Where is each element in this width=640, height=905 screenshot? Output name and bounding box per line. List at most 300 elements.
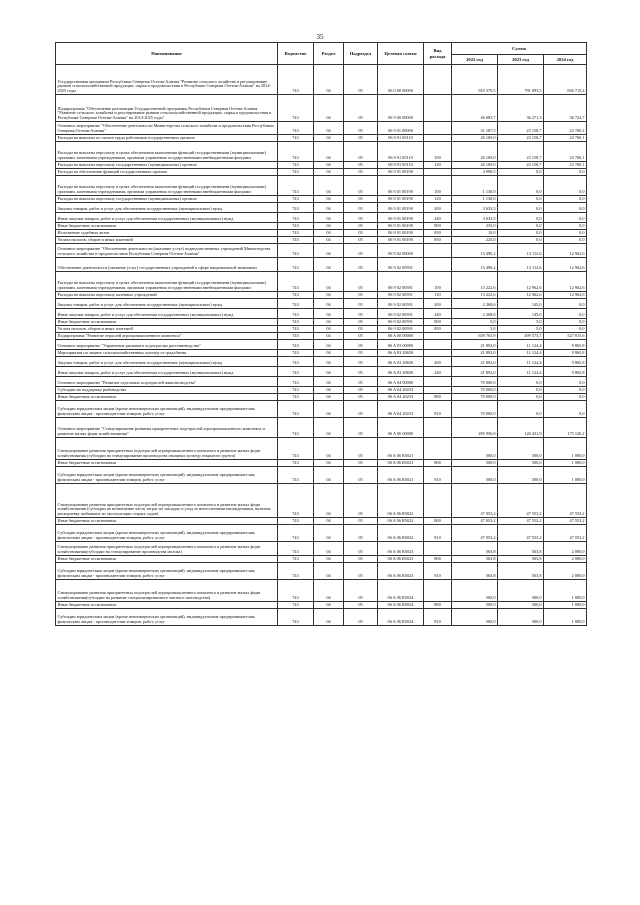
table-row	[56, 542, 587, 556]
table-row	[56, 367, 587, 377]
col-header-2023: 2023 год	[498, 55, 544, 65]
row-kind: 850	[424, 237, 452, 244]
row-2024: 0,0	[544, 203, 587, 213]
row-2022: 919 379,5	[452, 65, 498, 95]
row-2024: 0,0	[544, 319, 587, 326]
table-row	[56, 237, 587, 244]
row-dept: 743	[278, 326, 314, 333]
row-2023: 500,0	[498, 602, 544, 609]
row-2022: 5,0	[452, 319, 498, 326]
row-2024: 0,0	[544, 394, 587, 401]
row-target: 06 9 02 00591	[378, 292, 424, 299]
row-2023: 23 158,7	[498, 135, 544, 142]
row-kind: 810	[424, 467, 452, 484]
row-dept: 743	[278, 319, 314, 326]
row-dept: 743	[278, 401, 314, 418]
row-kind	[424, 542, 452, 556]
row-subsection: 05	[344, 65, 378, 95]
row-2023: 0,0	[498, 196, 544, 203]
row-kind	[424, 135, 452, 142]
row-2024: 1 000,0	[544, 467, 587, 484]
table-row	[56, 292, 587, 299]
row-name: Расходы на выплаты персоналу в целях обеспечения выполнения функций государственными (муниципальными) органами, казенными учреждениями, органами управления государственными внебюджетными фондами	[56, 142, 278, 162]
row-kind: 810	[424, 401, 452, 418]
row-target: 06 9 01 00190	[378, 230, 424, 237]
row-2024: 9 865,8	[544, 357, 587, 367]
row-2023: 0,0	[498, 230, 544, 237]
row-dept: 743	[278, 542, 314, 556]
row-section: 04	[314, 309, 344, 319]
row-name: Стимулирование развития приоритетных подотраслей агропромышленного комплекса и развитие малых форм хозяйствования (субсидии на стимулирование производства овощных культур открытого грунта)	[56, 438, 278, 460]
row-kind: 200	[424, 203, 452, 213]
row-target: 06 9 02 00591	[378, 258, 424, 272]
row-2022: 47 053,2	[452, 484, 498, 518]
col-header-target: Целевая статья	[378, 43, 424, 65]
row-section: 04	[314, 542, 344, 556]
row-2022: 500,0	[452, 460, 498, 467]
row-subsection: 05	[344, 122, 378, 135]
row-dept: 743	[278, 518, 314, 525]
row-2023: 145,0	[498, 299, 544, 309]
row-2022: 47 053,2	[452, 525, 498, 542]
row-target: 06 A 03 20650	[378, 350, 424, 357]
row-target: 06 A 06 R5022	[378, 525, 424, 542]
row-kind: 800	[424, 602, 452, 609]
row-name: Основное мероприятие "Обеспечение деятельности Министерства сельского хозяйства и продовольствия Республики Северная Осетия-Алания"	[56, 122, 278, 135]
row-2022: 235,0	[452, 223, 498, 230]
row-dept: 743	[278, 95, 314, 122]
row-subsection: 05	[344, 196, 378, 203]
row-dept: 743	[278, 135, 314, 142]
row-target: 06 A 03 20650	[378, 367, 424, 377]
row-2024: 0,0	[544, 326, 587, 333]
row-section: 04	[314, 518, 344, 525]
row-2023: 0,0	[498, 223, 544, 230]
row-name: Иные бюджетные ассигнования	[56, 460, 278, 467]
row-2024: 2 000,0	[544, 563, 587, 580]
table-row	[56, 122, 587, 135]
row-section: 04	[314, 467, 344, 484]
table-row	[56, 484, 587, 518]
row-kind: 800	[424, 518, 452, 525]
row-name: Субсидии юридическим лицам (кроме некоммерческих организаций), индивидуальным предпринимателям, физическим лицам - производителям товаров, работ, услуг	[56, 525, 278, 542]
row-name: Стимулирование развития приоритетных подотраслей агропромышленного комплекса и развитие малых форм хозяйствования(субсидии на стимулирование производства молока)	[56, 542, 278, 556]
row-kind: 120	[424, 162, 452, 169]
row-kind	[424, 333, 452, 340]
row-section: 04	[314, 142, 344, 162]
row-subsection: 05	[344, 518, 378, 525]
row-2023: 500,0	[498, 467, 544, 484]
row-2022: 500,0	[452, 602, 498, 609]
row-2023: 12 962,6	[498, 292, 544, 299]
row-kind	[424, 244, 452, 258]
table-row	[56, 135, 587, 142]
row-2023: 499 573,7	[498, 333, 544, 340]
row-dept: 743	[278, 525, 314, 542]
row-dept: 743	[278, 169, 314, 176]
row-section: 04	[314, 272, 344, 292]
table-row	[56, 258, 587, 272]
row-subsection: 05	[344, 223, 378, 230]
row-subsection: 05	[344, 258, 378, 272]
row-2023: 23 158,7	[498, 122, 544, 135]
row-subsection: 05	[344, 319, 378, 326]
row-name: Основное мероприятие "Обеспечение деятельности (оказание услуг) подведомственных учреждений Министерства сельского хозяйства и продовольствия Республики Северная Осетия-Алания"	[56, 244, 278, 258]
row-2023: 5,0	[498, 326, 544, 333]
row-dept: 743	[278, 340, 314, 350]
row-kind: 800	[424, 319, 452, 326]
row-section: 04	[314, 525, 344, 542]
row-2022: 3 633,5	[452, 213, 498, 223]
row-section: 04	[314, 609, 344, 626]
row-dept: 743	[278, 580, 314, 602]
table-row	[56, 309, 587, 319]
row-section: 04	[314, 340, 344, 350]
row-2023: 500,0	[498, 580, 544, 602]
row-2024: 2 000,0	[544, 542, 587, 556]
row-name: Иные закупки товаров, работ и услуг для обеспечения государственных (муниципальных) нужд	[56, 309, 278, 319]
row-2023: 11 124,4	[498, 340, 544, 350]
row-2023: 0,0	[498, 394, 544, 401]
row-name: Иные закупки товаров, работ и услуг для обеспечения государственных (муниципальных) нужд	[56, 367, 278, 377]
row-2024: 1 800,0	[544, 602, 587, 609]
row-kind: 830	[424, 230, 452, 237]
row-subsection: 05	[344, 333, 378, 340]
row-2022: 563,8	[452, 542, 498, 556]
row-kind: 240	[424, 309, 452, 319]
row-2023: 563,8	[498, 542, 544, 556]
row-kind: 240	[424, 213, 452, 223]
table-row	[56, 387, 587, 394]
row-kind: 110	[424, 292, 452, 299]
table-row	[56, 230, 587, 237]
table-row	[56, 418, 587, 438]
row-target: 06 A 06 R5021	[378, 438, 424, 460]
row-section: 04	[314, 377, 344, 387]
row-section: 04	[314, 460, 344, 467]
table-row	[56, 65, 587, 95]
row-name: Основное мероприятие "Стимулирование развития приоритетных подотраслей агропромышленного комплекса и развитие малых форм хозяйствования"	[56, 418, 278, 438]
row-subsection: 05	[344, 377, 378, 387]
row-2023: 13 112,6	[498, 258, 544, 272]
row-2024: 0,0	[544, 377, 587, 387]
row-name: Субсидии на поддержку рыбоводства	[56, 387, 278, 394]
row-2022: 70 000,0	[452, 401, 498, 418]
table-row	[56, 196, 587, 203]
row-subsection: 05	[344, 460, 378, 467]
row-target: 06 9 01 00000	[378, 122, 424, 135]
row-name: Иные закупки товаров, работ и услуг для обеспечения государственных (муниципальных) нужд	[56, 213, 278, 223]
row-2022: 21 892,0	[452, 340, 498, 350]
row-2023: 13 112,6	[498, 244, 544, 258]
row-2024: 1 800,0	[544, 580, 587, 602]
row-dept: 743	[278, 333, 314, 340]
row-subsection: 05	[344, 176, 378, 196]
row-2024: 9 865,8	[544, 350, 587, 357]
row-target: 06 9 01 00190	[378, 196, 424, 203]
row-dept: 743	[278, 176, 314, 196]
row-2022: 3 633,5	[452, 203, 498, 213]
row-2024: 12 962,6	[544, 244, 587, 258]
row-target: 06 9 02 00591	[378, 309, 424, 319]
col-header-dept: Ведомство	[278, 43, 314, 65]
row-target: 06 A 06 R5021	[378, 460, 424, 467]
row-name: Основное мероприятие "Развитие отдельных подотраслей животноводства"	[56, 377, 278, 387]
row-2023: 500,0	[498, 438, 544, 460]
row-target: 06 A 04 20233	[378, 401, 424, 418]
row-kind: 850	[424, 326, 452, 333]
row-target: 06 9 01 00110	[378, 142, 424, 162]
row-name: Иные бюджетные ассигнования	[56, 518, 278, 525]
row-name: Закупка товаров, работ и услуг для обеспечения государственных (муниципальных) нужд	[56, 357, 278, 367]
col-header-section: Раздел	[314, 43, 344, 65]
row-2024: 23 760,1	[544, 135, 587, 142]
row-kind: 240	[424, 367, 452, 377]
row-kind: 200	[424, 357, 452, 367]
row-subsection: 05	[344, 556, 378, 563]
row-target: 06 9 01 00190	[378, 176, 424, 196]
row-subsection: 05	[344, 367, 378, 377]
row-2022: 5,0	[452, 326, 498, 333]
table-row	[56, 333, 587, 340]
row-kind	[424, 65, 452, 95]
row-dept: 743	[278, 223, 314, 230]
row-2024: 1 000,0	[544, 438, 587, 460]
row-target: 06 A 06 00000	[378, 418, 424, 438]
row-kind: 800	[424, 460, 452, 467]
table-row	[56, 299, 587, 309]
row-2024: 1 800,0	[544, 609, 587, 626]
row-name: Стимулирование развития приоритетных подотраслей агропромышленного комплекса и развитие малых форм хозяйствования(субсидии на развитие специализированного мясного скотоводства)	[56, 580, 278, 602]
row-subsection: 05	[344, 580, 378, 602]
row-section: 04	[314, 65, 344, 95]
row-2022: 285 956,8	[452, 418, 498, 438]
row-name: Уплата налогов, сборов и иных платежей	[56, 326, 278, 333]
row-name: Субсидии юридическим лицам (кроме некоммерческих организаций), индивидуальным предпринимателям, физическим лицам - производителям товаров, работ, услуг	[56, 609, 278, 626]
row-kind: 200	[424, 299, 452, 309]
row-2022: 46 683,7	[452, 95, 498, 122]
row-section: 04	[314, 333, 344, 340]
row-name: Субсидии юридическим лицам (кроме некоммерческих организаций), индивидуальным предпринимателям, физическим лицам - производителям товаров, работ, услуг	[56, 563, 278, 580]
row-target: 06 A 06 R5024	[378, 602, 424, 609]
row-subsection: 05	[344, 169, 378, 176]
row-name: Мероприятия по защите сельскохозяйственных культур от градобития	[56, 350, 278, 357]
row-2023: 791 093,5	[498, 65, 544, 95]
row-subsection: 05	[344, 135, 378, 142]
row-section: 04	[314, 367, 344, 377]
row-dept: 743	[278, 377, 314, 387]
row-kind: 100	[424, 142, 452, 162]
row-2024: 23 760,1	[544, 142, 587, 162]
row-subsection: 05	[344, 542, 378, 556]
row-name: Расходы на выплаты персоналу государственных (муниципальных) органов	[56, 162, 278, 169]
row-name: Стимулирование развития приоритетных подотраслей агропромышленного комплекса и развитие малых форм хозяйствования (субсидии на возмещение части затрат на закладку и уход за многолетними насаждениями, включая раскорчевку выбывших из эксплуатации старых садов)	[56, 484, 278, 518]
row-2022: 70 000,0	[452, 377, 498, 387]
row-section: 04	[314, 556, 344, 563]
table-row	[56, 563, 587, 580]
row-2022: 26 169,0	[452, 135, 498, 142]
row-2023: 23 158,7	[498, 142, 544, 162]
row-subsection: 05	[344, 309, 378, 319]
row-2022: 70 000,0	[452, 394, 498, 401]
row-2024: 12 962,6	[544, 272, 587, 292]
row-target: 06 A 03 20650	[378, 357, 424, 367]
row-2022: 70 000,0	[452, 387, 498, 394]
table-body	[56, 65, 587, 626]
row-dept: 743	[278, 65, 314, 95]
row-section: 04	[314, 223, 344, 230]
table-row	[56, 169, 587, 176]
row-dept: 743	[278, 467, 314, 484]
table-row	[56, 401, 587, 418]
row-target: 06 A 04 00000	[378, 377, 424, 387]
row-name: Расходы на выплаты персоналу казенных учреждений	[56, 292, 278, 299]
row-2024: 47 553,2	[544, 518, 587, 525]
row-2024: 0,0	[544, 309, 587, 319]
row-dept: 743	[278, 244, 314, 258]
row-target: 06 9 02 00591	[378, 326, 424, 333]
row-kind	[424, 484, 452, 518]
row-section: 04	[314, 418, 344, 438]
row-dept: 743	[278, 292, 314, 299]
row-dept: 743	[278, 213, 314, 223]
row-subsection: 05	[344, 237, 378, 244]
row-kind	[424, 387, 452, 394]
row-subsection: 05	[344, 213, 378, 223]
row-2023: 12 962,6	[498, 272, 544, 292]
row-target: 06 0 00 00000	[378, 65, 424, 95]
row-name: Уплата налогов, сборов и иных платежей	[56, 237, 278, 244]
row-subsection: 05	[344, 357, 378, 367]
row-name: Расходы на выплаты персоналу государственных (муниципальных) органов	[56, 196, 278, 203]
row-2023: 5,0	[498, 319, 544, 326]
row-dept: 743	[278, 196, 314, 203]
row-section: 04	[314, 292, 344, 299]
row-section: 04	[314, 401, 344, 418]
row-section: 04	[314, 357, 344, 367]
row-target: 06 A 04 20233	[378, 394, 424, 401]
row-section: 04	[314, 394, 344, 401]
row-kind: 120	[424, 196, 452, 203]
table-row	[56, 203, 587, 213]
row-kind: 810	[424, 609, 452, 626]
row-2024: 836 715,4	[544, 65, 587, 95]
row-target: 06 A 06 R5024	[378, 580, 424, 602]
row-subsection: 05	[344, 438, 378, 460]
row-subsection: 05	[344, 609, 378, 626]
row-target: 06 9 01 00110	[378, 135, 424, 142]
table-row	[56, 95, 587, 122]
row-2024: 0,0	[544, 230, 587, 237]
row-dept: 743	[278, 230, 314, 237]
row-kind	[424, 122, 452, 135]
row-dept: 743	[278, 272, 314, 292]
row-2024: 36 722,7	[544, 95, 587, 122]
row-2022: 1 130,0	[452, 176, 498, 196]
row-section: 04	[314, 563, 344, 580]
row-name: Подпрограмма "Обеспечение реализации Государственной программы Республики Северная Осетия-Алания "Развитие сельского хозяйства и регулирование рынков сельскохозяйственной продукции, сырья и продовольствия в Республике Северная Осетия-Алания" на 2014-2025 годы"	[56, 95, 278, 122]
row-section: 04	[314, 484, 344, 518]
row-name: Иные бюджетные ассигнования	[56, 394, 278, 401]
row-name: Государственная программа Республики Северная Осетия-Алания "Развитие сельского хозяйства и регулирование рынков сельскохозяйственной продукции, сырья и продовольствия в Республике Северная Осетия-Алания" на 2014-2025 годы	[56, 65, 278, 95]
row-2023: 0,0	[498, 377, 544, 387]
row-subsection: 05	[344, 401, 378, 418]
col-header-2024: 2024 год	[544, 55, 587, 65]
row-name: Подпрограмма "Развитие отраслей агропромышленного комплекса"	[56, 333, 278, 340]
row-kind: 810	[424, 563, 452, 580]
row-2024: 9 865,8	[544, 340, 587, 350]
col-header-2022: 2022 год	[452, 55, 498, 65]
row-dept: 743	[278, 367, 314, 377]
row-name: Расходы на выплаты персоналу в целях обеспечения выполнения функций государственными (муниципальными) органами, казенными учреждениями, органами управления государственными внебюджетными фондами	[56, 272, 278, 292]
row-section: 04	[314, 237, 344, 244]
row-target: 06 A 00 00000	[378, 333, 424, 340]
row-target: 06 9 01 00190	[378, 223, 424, 230]
row-2024: 1 000,0	[544, 460, 587, 467]
row-name: Иные бюджетные ассигнования	[56, 223, 278, 230]
row-subsection: 05	[344, 230, 378, 237]
row-target: 06 A 03 00000	[378, 340, 424, 350]
row-2024: 47 553,2	[544, 484, 587, 518]
row-2024: 0,0	[544, 176, 587, 196]
row-target: 06 9 02 00591	[378, 272, 424, 292]
row-2022: 2 268,6	[452, 299, 498, 309]
table-header	[56, 43, 587, 65]
row-kind	[424, 438, 452, 460]
row-subsection: 05	[344, 602, 378, 609]
row-dept: 743	[278, 162, 314, 169]
row-name: Иные бюджетные ассигнования	[56, 602, 278, 609]
row-2022: 1 130,0	[452, 196, 498, 203]
table-row	[56, 518, 587, 525]
row-2022: 13 222,6	[452, 292, 498, 299]
row-dept: 743	[278, 609, 314, 626]
row-2022: 31 187,5	[452, 122, 498, 135]
row-target: 06 9 02 00000	[378, 244, 424, 258]
row-subsection: 05	[344, 387, 378, 394]
row-name: Обеспечение деятельности (оказание услуг) государственных учреждений в сфере национальной экономики	[56, 258, 278, 272]
row-kind	[424, 95, 452, 122]
row-section: 04	[314, 244, 344, 258]
row-target: 06 9 01 00190	[378, 237, 424, 244]
row-kind: 800	[424, 223, 452, 230]
row-dept: 743	[278, 142, 314, 162]
row-subsection: 05	[344, 299, 378, 309]
row-2024: 0,0	[544, 401, 587, 418]
row-name: Основное мероприятие "Управление рисками в подотраслях растениеводства"	[56, 340, 278, 350]
row-name: Закупка товаров, работ и услуг для обеспечения государственных (муниципальных) нужд	[56, 203, 278, 213]
row-2024: 0,0	[544, 237, 587, 244]
row-2022: 500,0	[452, 609, 498, 626]
row-2022: 10,0	[452, 230, 498, 237]
row-2023: 0,0	[498, 169, 544, 176]
row-dept: 743	[278, 237, 314, 244]
row-2022: 26 169,0	[452, 162, 498, 169]
row-kind	[424, 580, 452, 602]
row-2022: 21 892,0	[452, 367, 498, 377]
row-target: 06 9 02 00591	[378, 299, 424, 309]
table-row	[56, 394, 587, 401]
row-2022: 2 268,6	[452, 309, 498, 319]
row-dept: 743	[278, 387, 314, 394]
col-header-amount: Сумма	[452, 43, 587, 55]
row-section: 04	[314, 203, 344, 213]
row-kind	[424, 340, 452, 350]
table-row	[56, 213, 587, 223]
row-2023: 0,0	[498, 203, 544, 213]
row-section: 04	[314, 162, 344, 169]
row-name: Закупка товаров, работ и услуг для обеспечения государственных (муниципальных) нужд	[56, 299, 278, 309]
